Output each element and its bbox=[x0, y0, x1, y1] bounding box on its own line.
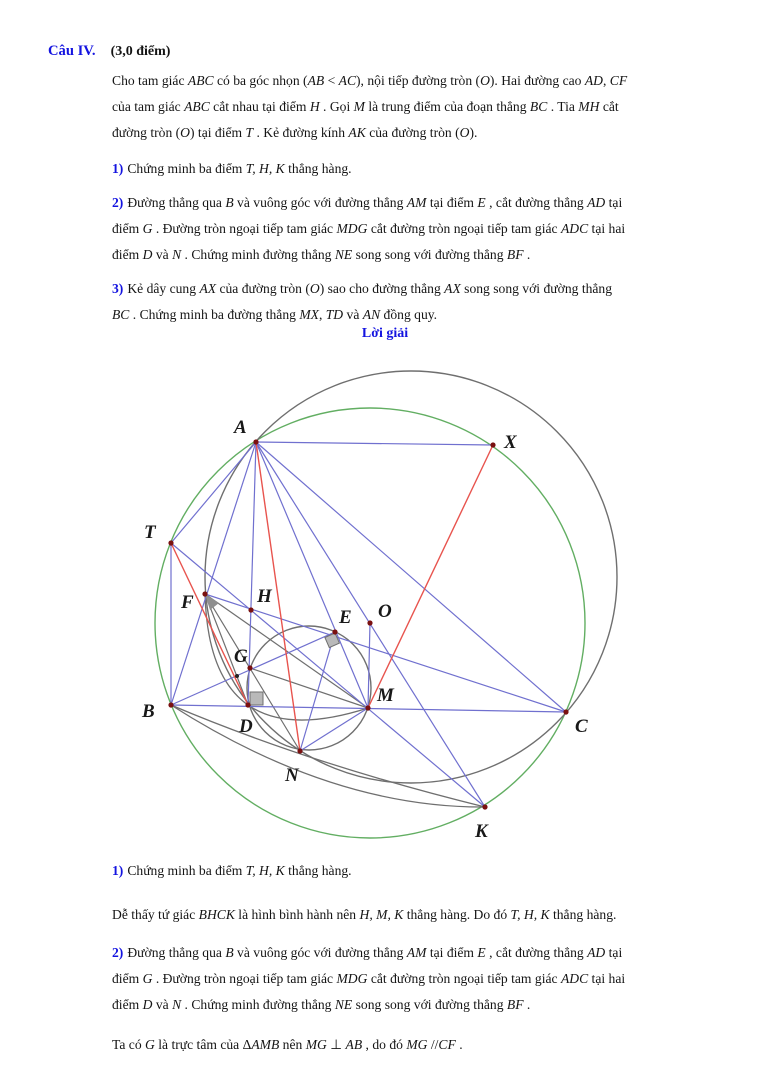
math-token: AD bbox=[584, 73, 603, 88]
text-token: Ta có bbox=[112, 1037, 146, 1052]
segment-GM bbox=[250, 668, 368, 708]
text-token: cắt nhau tại điểm bbox=[209, 99, 310, 114]
math-token: T, H, K bbox=[510, 907, 550, 922]
text-token: Đường thẳng qua bbox=[127, 945, 226, 960]
text-token: . Gọi bbox=[319, 99, 354, 114]
math-token: AD bbox=[587, 945, 606, 960]
text-token: của đường tròn ( bbox=[216, 281, 310, 296]
math-token: CF bbox=[438, 1037, 456, 1052]
math-token: AB bbox=[345, 1037, 363, 1052]
text-token: < bbox=[324, 73, 339, 88]
text-token: . bbox=[455, 1037, 463, 1052]
label-T: T bbox=[144, 522, 156, 543]
math-token: H bbox=[309, 99, 320, 114]
text-token: tại điểm bbox=[426, 195, 478, 210]
problem-item-2-line bbox=[112, 246, 530, 263]
arc-1 bbox=[171, 705, 485, 807]
text-token: ) sao cho đường thẳng bbox=[319, 281, 445, 296]
problem-item-3-line bbox=[112, 306, 437, 323]
text-token: Chứng minh ba điểm bbox=[127, 863, 246, 878]
problem-intro-line bbox=[112, 98, 619, 115]
math-token: D bbox=[142, 997, 153, 1012]
problem-item-2-line bbox=[112, 220, 625, 237]
solution-2-text bbox=[127, 945, 622, 960]
text-token: cắt đường tròn ngoại tiếp tam giác bbox=[367, 971, 561, 986]
math-token: G bbox=[142, 971, 153, 986]
problem-item-1 bbox=[112, 160, 352, 177]
point-O bbox=[367, 620, 372, 625]
math-token: B bbox=[225, 945, 234, 960]
label-C: C bbox=[575, 716, 588, 737]
solution-2-number: 2) bbox=[112, 945, 124, 960]
point-F bbox=[202, 591, 207, 596]
text-token: , bbox=[603, 73, 610, 88]
point-E bbox=[332, 629, 337, 634]
math-token: G bbox=[145, 1037, 155, 1052]
math-token: AX bbox=[444, 281, 461, 296]
text-token: ) tại điểm bbox=[190, 125, 246, 140]
math-token: G bbox=[142, 221, 153, 236]
item-3-text bbox=[127, 281, 612, 296]
text-token: điểm bbox=[112, 247, 143, 262]
math-token: O bbox=[309, 281, 320, 296]
point-T bbox=[168, 540, 173, 545]
point-C bbox=[563, 709, 568, 714]
math-token: ABC bbox=[187, 73, 214, 88]
math-token: TD bbox=[325, 307, 344, 322]
text-token: Đường thẳng qua bbox=[127, 195, 226, 210]
math-token: MX bbox=[299, 307, 319, 322]
problem-item-3 bbox=[112, 280, 612, 297]
math-token: AB bbox=[307, 73, 325, 88]
text-token: . Chứng minh đường thẳng bbox=[181, 247, 335, 262]
solution-1-text bbox=[127, 863, 351, 878]
text-token: và vuông góc với đường thẳng bbox=[233, 945, 407, 960]
math-token: O bbox=[480, 73, 490, 88]
point-M bbox=[365, 705, 370, 710]
text-token: tại bbox=[605, 195, 623, 210]
text-token: thẳng hàng. Do đó bbox=[403, 907, 511, 922]
math-token: NE bbox=[334, 247, 353, 262]
text-token: tại điểm bbox=[426, 945, 478, 960]
text-token: // bbox=[427, 1037, 439, 1052]
math-token: MDG bbox=[336, 221, 368, 236]
text-token: và vuông góc với đường thẳng bbox=[233, 195, 407, 210]
text-token: điểm bbox=[112, 221, 143, 236]
point-X bbox=[490, 442, 495, 447]
text-token: của đường tròn ( bbox=[365, 125, 460, 140]
text-token: và bbox=[343, 307, 363, 322]
math-token: E bbox=[477, 195, 486, 210]
segment-AC bbox=[256, 442, 566, 712]
point-K bbox=[482, 804, 487, 809]
math-token: ADC bbox=[560, 971, 589, 986]
text-token: Cho tam giác bbox=[112, 73, 188, 88]
item-2-text bbox=[127, 195, 622, 210]
math-token: BF bbox=[506, 247, 524, 262]
segment-AT bbox=[171, 442, 256, 543]
problem-number: Câu IV. bbox=[48, 43, 96, 59]
text-token: , do đó bbox=[362, 1037, 407, 1052]
text-token: đồng quy. bbox=[380, 307, 438, 322]
math-token: ABC bbox=[184, 99, 210, 114]
math-token: T, H, K bbox=[245, 161, 285, 176]
label-K: K bbox=[475, 821, 488, 842]
segment-NE bbox=[300, 632, 335, 751]
text-token: tại hai bbox=[588, 221, 626, 236]
text-token: , cắt đường thẳng bbox=[485, 195, 588, 210]
text-token: và bbox=[152, 997, 173, 1012]
label-H: H bbox=[257, 586, 272, 607]
label-E: E bbox=[339, 607, 352, 628]
text-token: . bbox=[523, 247, 531, 262]
math-token: MDG bbox=[336, 971, 368, 986]
text-token: ⊥ bbox=[326, 1037, 346, 1052]
solution-2-line bbox=[112, 996, 530, 1013]
text-token: ), nội tiếp đường tròn ( bbox=[356, 73, 481, 88]
text-token: . Kẻ đường kính bbox=[253, 125, 349, 140]
text-token: Kẻ dây cung bbox=[127, 281, 200, 296]
solution-1-body bbox=[112, 906, 616, 923]
text-token: thẳng hàng. bbox=[284, 863, 352, 878]
solution-2-body bbox=[112, 1036, 463, 1053]
text-token: song song với đường thẳng bbox=[460, 281, 613, 296]
right-angle-D bbox=[250, 692, 263, 705]
text-token: ). Hai đường cao bbox=[489, 73, 585, 88]
text-token: tại hai bbox=[588, 971, 626, 986]
math-token: AD bbox=[587, 195, 606, 210]
solution-2-line bbox=[112, 970, 625, 987]
solution-step-2 bbox=[112, 944, 622, 961]
math-token: AM bbox=[406, 195, 427, 210]
point-D bbox=[245, 702, 250, 707]
problem-points: (3,0 điểm) bbox=[110, 44, 171, 59]
math-token: AC bbox=[338, 73, 357, 88]
text-token: . Chứng minh ba đường thẳng bbox=[129, 307, 300, 322]
text-token: . Tia bbox=[547, 99, 579, 114]
text-token: . Đường tròn ngoại tiếp tam giác bbox=[152, 221, 337, 236]
label-X: X bbox=[504, 432, 517, 453]
label-N: N bbox=[285, 765, 299, 786]
problem-heading bbox=[48, 42, 170, 60]
item-1-number: 1) bbox=[112, 161, 124, 176]
segment-TK bbox=[171, 543, 485, 807]
text-token: . bbox=[523, 997, 531, 1012]
text-token: của tam giác bbox=[112, 99, 185, 114]
point-H bbox=[248, 607, 253, 612]
segment-AX bbox=[256, 442, 493, 445]
math-token: AX bbox=[199, 281, 217, 296]
math-token: N bbox=[172, 247, 182, 262]
math-token: T, H, K bbox=[245, 863, 285, 878]
math-token: BC bbox=[529, 99, 548, 114]
label-F: F bbox=[181, 592, 194, 613]
math-token: MG bbox=[305, 1037, 327, 1052]
label-D: D bbox=[239, 716, 253, 737]
math-token: MH bbox=[578, 99, 600, 114]
problem-intro-line bbox=[112, 124, 477, 141]
point-B bbox=[168, 702, 173, 707]
point-A bbox=[253, 439, 258, 444]
text-token: song song với đường thẳng bbox=[352, 247, 507, 262]
text-token: và bbox=[152, 247, 173, 262]
item-2-number: 2) bbox=[112, 195, 124, 210]
label-M: M bbox=[377, 685, 394, 706]
text-token: , cắt đường thẳng bbox=[485, 945, 588, 960]
text-token: là hình bình hành nên bbox=[234, 907, 360, 922]
math-token: T bbox=[245, 125, 254, 140]
math-token: BHCK bbox=[198, 907, 235, 922]
math-token: ADC bbox=[560, 221, 589, 236]
text-token: song song với đường thẳng bbox=[352, 997, 507, 1012]
math-token: BC bbox=[112, 307, 130, 322]
unlabeled-point bbox=[235, 674, 239, 678]
item-3-number: 3) bbox=[112, 281, 124, 296]
math-token: N bbox=[172, 997, 182, 1012]
solution-step-1 bbox=[112, 862, 352, 879]
text-token: thẳng hàng. bbox=[284, 161, 352, 176]
math-token: D bbox=[142, 247, 153, 262]
math-token: NE bbox=[334, 997, 353, 1012]
geometry-figure bbox=[130, 352, 680, 862]
math-token: B bbox=[225, 195, 234, 210]
segment-AM bbox=[256, 442, 368, 708]
arc-2 bbox=[171, 705, 485, 807]
math-token: AK bbox=[348, 125, 366, 140]
text-token: tại bbox=[605, 945, 623, 960]
text-token: Dễ thấy tứ giác bbox=[112, 907, 199, 922]
text-token: cắt bbox=[599, 99, 619, 114]
problem-item-2 bbox=[112, 194, 622, 211]
text-token: là trung điểm của đoạn thẳng bbox=[364, 99, 530, 114]
text-token: là trực tâm của Δ bbox=[154, 1037, 252, 1052]
text-token: Chứng minh ba điểm bbox=[127, 161, 246, 176]
text-token: điểm bbox=[112, 971, 143, 986]
text-token: đường tròn ( bbox=[112, 125, 181, 140]
solution-1-number: 1) bbox=[112, 863, 124, 878]
point-N bbox=[297, 748, 302, 753]
segment-TD bbox=[171, 543, 248, 705]
text-token: cắt đường tròn ngoại tiếp tam giác bbox=[367, 221, 561, 236]
text-token: . Chứng minh đường thẳng bbox=[181, 997, 335, 1012]
math-token: E bbox=[477, 945, 486, 960]
label-A: A bbox=[234, 417, 247, 438]
solution-title: Lời giải bbox=[361, 326, 409, 341]
segment-XM bbox=[368, 445, 493, 708]
math-token: H, M, K bbox=[359, 907, 404, 922]
label-O: O bbox=[378, 601, 392, 622]
label-B: B bbox=[142, 701, 155, 722]
math-token: O bbox=[180, 125, 190, 140]
problem-intro-line bbox=[112, 72, 627, 89]
segment-OM bbox=[368, 623, 370, 708]
math-token: M bbox=[353, 99, 365, 114]
math-token: AN bbox=[362, 307, 381, 322]
text-token: nên bbox=[279, 1037, 306, 1052]
text-token: có ba góc nhọn ( bbox=[213, 73, 308, 88]
math-token: BF bbox=[506, 997, 524, 1012]
math-token: O bbox=[459, 125, 470, 140]
point-G bbox=[247, 665, 252, 670]
math-token: AM bbox=[406, 945, 427, 960]
math-token: CF bbox=[609, 73, 628, 88]
text-token: thẳng hàng. bbox=[549, 907, 617, 922]
math-token: AMB bbox=[251, 1037, 280, 1052]
item-1-text bbox=[127, 161, 351, 176]
text-token: điểm bbox=[112, 997, 143, 1012]
label-G: G bbox=[234, 646, 248, 667]
text-token: , bbox=[318, 307, 326, 322]
math-token: MG bbox=[406, 1037, 428, 1052]
text-token: . Đường tròn ngoại tiếp tam giác bbox=[152, 971, 337, 986]
text-token: ). bbox=[469, 125, 478, 140]
